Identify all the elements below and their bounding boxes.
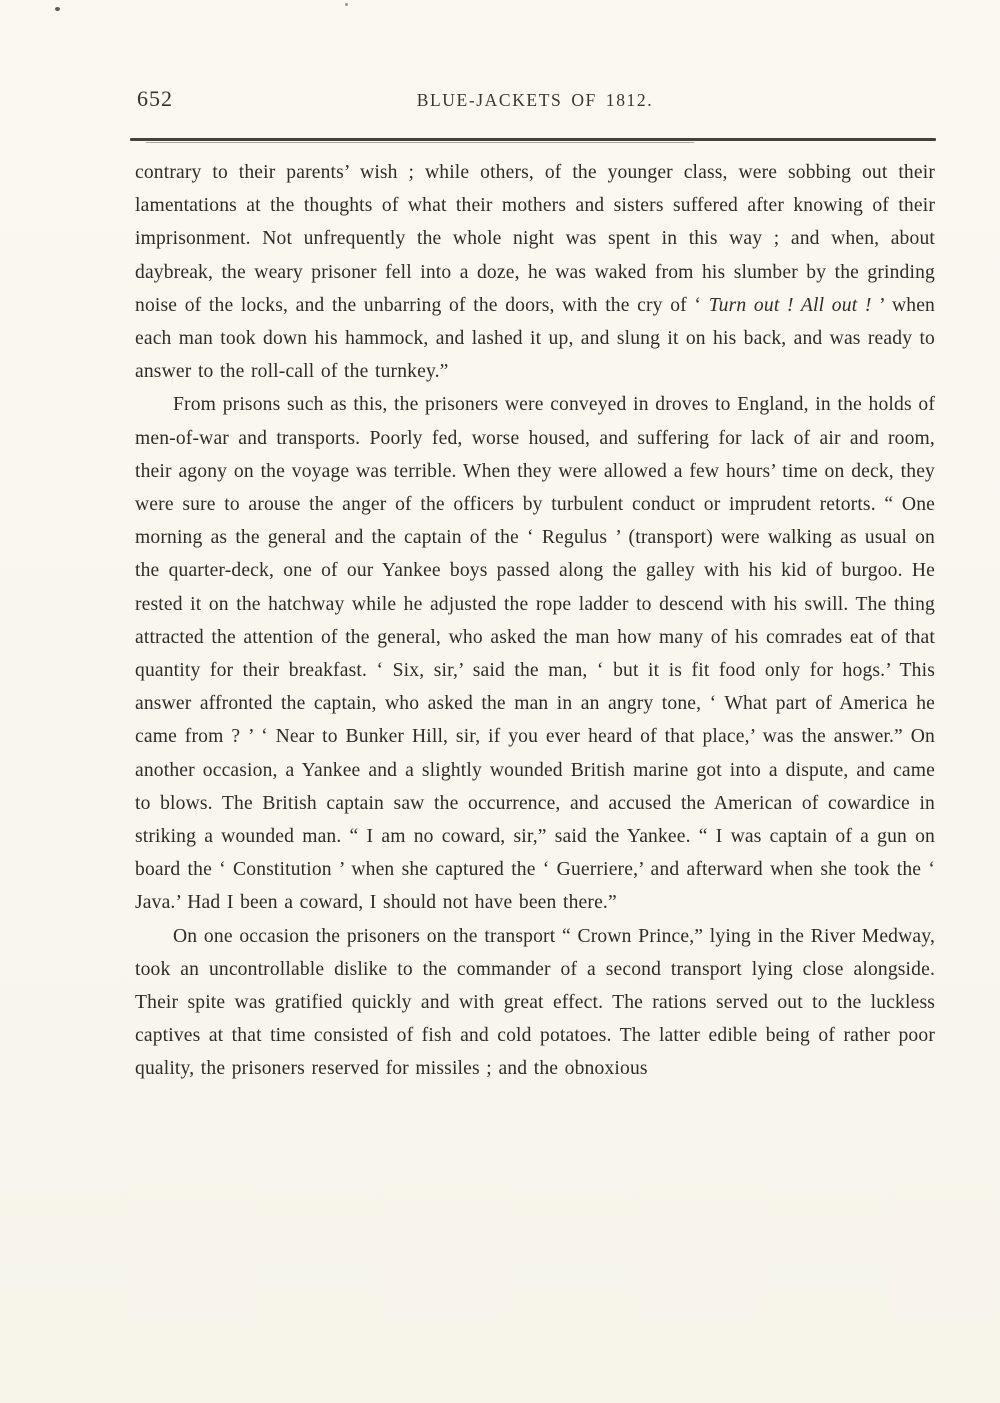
paragraph-1-italic-phrase: Turn out ! All out !	[708, 294, 880, 316]
page-number: 652	[137, 86, 173, 111]
page-body	[135, 156, 935, 1086]
scan-speck	[55, 7, 60, 11]
paragraph-2-text: From prisons such as this, the prisoners were conveyed in droves to England, in the holds of men-of-war and transports. Poorly fed, worse housed, and suffering for lack of air and room, their agony on the voyage was terrible. When they were allowed a few hours’ time on deck, they were sure to arouse the anger of the officers by turbulent conduct or imprudent retorts. “ One morning as the general and the captain of the ‘ Regulus ’ (transport) were walking as usual on the quarter-deck, one of our Yankee boys passed along the galley with his kid of burgoo. He rested it on the hatchway while he adjusted the rope ladder to descend with his swill. The thing attracted the attention of the general, who asked the man how many of his comrades eat of that quantity for their breakfast. ‘ Six, sir,’ said the man, ‘ but it is fit food only for hogs.’ This answer affronted the captain, who asked the man in an angry tone, ‘ What part of America he came from ? ’ ‘ Near to Bunker Hill, sir, if you ever heard of that place,’ was the answer.” On another occasion, a Yankee and a slightly wounded British marine got into a dispute, and came to blows. The British captain saw the occurrence, and accused the American of cowardice in striking a wounded man. “ I am no coward, sir,” said the Yankee. “ I was captain of a gun on board the ‘ Constitution ’ when she captured the ‘ Guerriere,’ and afterward when she took the ‘ Java.’ Had I been a coward, I should not have been there.”	[135, 394, 935, 914]
paragraph-1	[135, 156, 935, 388]
header-rule	[130, 138, 936, 141]
paragraph-1-text-continued: ’ when each man took down his hammock, and lashed it up, and slung it on his back, and was ready to answer to the roll-call of the turnkey.”	[135, 294, 936, 383]
paragraph-3-text: On one occasion the prisoners on the transport “ Crown Prince,” lying in the River Medway, took an uncontrollable dislike to the commander of a second transport lying close alongside. Their spite was gratified quickly and with great effect. The rations served out to the luckless captives at that time consisted of fish and cold potatoes. The latter edible being of rather poor quality, the prisoners reserved for missiles ; and the obnoxious	[135, 925, 935, 1080]
running-title: BLUE-JACKETS OF 1812.	[416, 90, 654, 110]
paragraph-1-text: contrary to their parents’ wish ; while others, of the younger class, were sobbing out their lamentations at the thoughts of what their mothers and sisters suffered after knowing of their imprisonment. Not unfrequently the whole night was spent in this way ; and when, about daybreak, the weary prisoner fell into a doze, he was waked from his slumber by the grinding noise of the locks, and the unbarring of the doors, with the cry of ‘	[135, 162, 935, 316]
paragraph-2	[135, 388, 935, 919]
scan-speck	[345, 3, 348, 6]
paragraph-3	[135, 920, 935, 1086]
running-head	[135, 84, 935, 118]
